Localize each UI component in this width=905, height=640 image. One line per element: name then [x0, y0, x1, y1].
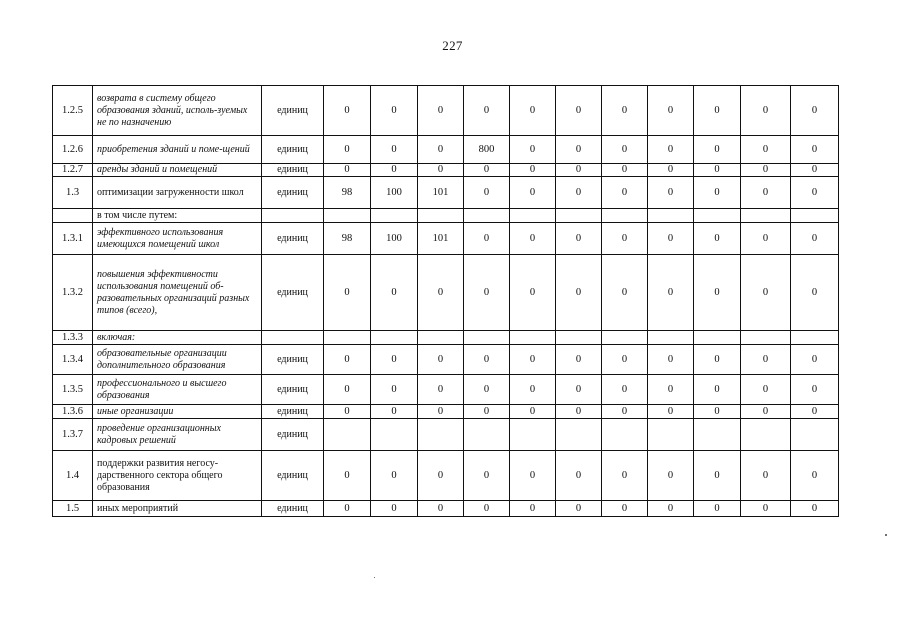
value-cell: 0: [694, 405, 741, 419]
table-body: [53, 86, 839, 517]
value-cell: 0: [510, 501, 556, 517]
value-cell: 0: [602, 345, 648, 375]
row-code: 1.5: [53, 501, 93, 517]
row-name: оптимизации загруженности школ: [93, 177, 262, 209]
value-cell: [741, 331, 791, 345]
value-cell: [556, 209, 602, 223]
row-code: 1.3.6: [53, 405, 93, 419]
value-cell: 0: [464, 451, 510, 501]
value-cell: 0: [741, 345, 791, 375]
value-cell: 0: [602, 375, 648, 405]
table-row: [53, 419, 839, 451]
value-cell: 0: [694, 255, 741, 331]
value-cell: [371, 209, 418, 223]
value-cell: 0: [371, 501, 418, 517]
table-row: [53, 501, 839, 517]
value-cell: 0: [741, 223, 791, 255]
value-cell: 0: [648, 501, 694, 517]
value-cell: 0: [694, 345, 741, 375]
table-row: [53, 86, 839, 136]
value-cell: 0: [324, 255, 371, 331]
value-cell: 0: [371, 451, 418, 501]
row-code: 1.3.2: [53, 255, 93, 331]
value-cell: [602, 331, 648, 345]
value-cell: 0: [371, 375, 418, 405]
value-cell: 101: [418, 177, 464, 209]
value-cell: 0: [694, 375, 741, 405]
value-cell: 0: [694, 177, 741, 209]
value-cell: 0: [510, 223, 556, 255]
row-code: 1.3.4: [53, 345, 93, 375]
value-cell: 0: [324, 451, 371, 501]
value-cell: 0: [648, 164, 694, 177]
value-cell: 0: [741, 255, 791, 331]
row-unit: единиц: [262, 223, 324, 255]
value-cell: [602, 419, 648, 451]
value-cell: 0: [464, 345, 510, 375]
value-cell: 0: [791, 501, 839, 517]
row-name: профессионального и высшего образования: [93, 375, 262, 405]
value-cell: 0: [510, 375, 556, 405]
table-row: [53, 405, 839, 419]
value-cell: [418, 209, 464, 223]
page-number: 227: [442, 38, 463, 53]
value-cell: 0: [741, 375, 791, 405]
value-cell: 0: [791, 405, 839, 419]
value-cell: 0: [510, 86, 556, 136]
value-cell: 0: [602, 451, 648, 501]
row-code: 1.4: [53, 451, 93, 501]
value-cell: 0: [648, 405, 694, 419]
value-cell: 0: [694, 164, 741, 177]
value-cell: [418, 419, 464, 451]
value-cell: 0: [418, 345, 464, 375]
value-cell: [694, 209, 741, 223]
value-cell: 0: [464, 501, 510, 517]
value-cell: 0: [418, 136, 464, 164]
value-cell: 0: [791, 164, 839, 177]
row-name: иных мероприятий: [93, 501, 262, 517]
row-name: проведение организационных кадровых решений: [93, 419, 262, 451]
row-name: эффективного использования имеющихся помещений школ: [93, 223, 262, 255]
value-cell: 0: [602, 255, 648, 331]
scan-speck: [374, 577, 375, 578]
value-cell: 0: [464, 255, 510, 331]
value-cell: 0: [694, 501, 741, 517]
table-row: [53, 255, 839, 331]
value-cell: 0: [418, 501, 464, 517]
value-cell: [418, 331, 464, 345]
value-cell: [556, 419, 602, 451]
value-cell: 0: [556, 164, 602, 177]
value-cell: 0: [741, 164, 791, 177]
row-name: аренды зданий и помещений: [93, 164, 262, 177]
value-cell: 0: [510, 345, 556, 375]
value-cell: 0: [464, 405, 510, 419]
table-row: [53, 375, 839, 405]
value-cell: 0: [324, 86, 371, 136]
table-row: [53, 345, 839, 375]
value-cell: 0: [556, 223, 602, 255]
table-row: [53, 136, 839, 164]
value-cell: 0: [791, 345, 839, 375]
value-cell: 0: [464, 86, 510, 136]
value-cell: [324, 331, 371, 345]
value-cell: 0: [556, 405, 602, 419]
row-unit: единиц: [262, 86, 324, 136]
value-cell: 0: [371, 405, 418, 419]
value-cell: [510, 331, 556, 345]
value-cell: 0: [791, 375, 839, 405]
value-cell: 0: [464, 177, 510, 209]
row-code: 1.3.7: [53, 419, 93, 451]
table-row: [53, 177, 839, 209]
value-cell: 0: [324, 345, 371, 375]
table-row: [53, 223, 839, 255]
value-cell: 0: [602, 405, 648, 419]
value-cell: 98: [324, 177, 371, 209]
value-cell: 100: [371, 177, 418, 209]
row-unit: единиц: [262, 164, 324, 177]
value-cell: [791, 331, 839, 345]
value-cell: 0: [510, 255, 556, 331]
value-cell: 0: [602, 177, 648, 209]
row-unit: единиц: [262, 345, 324, 375]
value-cell: 98: [324, 223, 371, 255]
value-cell: 0: [324, 164, 371, 177]
value-cell: 0: [602, 86, 648, 136]
value-cell: 0: [648, 255, 694, 331]
value-cell: 0: [510, 451, 556, 501]
value-cell: 0: [324, 405, 371, 419]
value-cell: [464, 419, 510, 451]
value-cell: 0: [791, 136, 839, 164]
value-cell: 0: [741, 451, 791, 501]
value-cell: 0: [648, 136, 694, 164]
row-unit: [262, 209, 324, 223]
value-cell: 0: [418, 255, 464, 331]
value-cell: 0: [694, 86, 741, 136]
value-cell: 100: [371, 223, 418, 255]
row-name: в том числе путем:: [93, 209, 262, 223]
value-cell: 0: [371, 136, 418, 164]
value-cell: 0: [418, 86, 464, 136]
scan-speck: [885, 534, 887, 536]
value-cell: [791, 419, 839, 451]
row-unit: единиц: [262, 405, 324, 419]
table-row: [53, 451, 839, 501]
value-cell: 0: [510, 164, 556, 177]
row-name: включая:: [93, 331, 262, 345]
value-cell: 0: [602, 501, 648, 517]
row-name: образовательные организации дополнительного образования: [93, 345, 262, 375]
value-cell: 0: [324, 501, 371, 517]
value-cell: [371, 331, 418, 345]
value-cell: 0: [694, 136, 741, 164]
value-cell: [324, 419, 371, 451]
value-cell: [510, 419, 556, 451]
value-cell: [464, 331, 510, 345]
value-cell: 0: [741, 177, 791, 209]
row-unit: единиц: [262, 451, 324, 501]
value-cell: 0: [741, 501, 791, 517]
value-cell: [741, 209, 791, 223]
row-unit: единиц: [262, 255, 324, 331]
value-cell: 0: [324, 375, 371, 405]
value-cell: 0: [602, 164, 648, 177]
value-cell: [648, 331, 694, 345]
value-cell: [791, 209, 839, 223]
row-unit: [262, 331, 324, 345]
value-cell: 0: [791, 177, 839, 209]
value-cell: 0: [602, 136, 648, 164]
value-cell: [371, 419, 418, 451]
row-code: 1.2.5: [53, 86, 93, 136]
value-cell: 0: [602, 223, 648, 255]
value-cell: 0: [418, 405, 464, 419]
value-cell: [648, 209, 694, 223]
value-cell: 0: [510, 405, 556, 419]
row-unit: единиц: [262, 419, 324, 451]
value-cell: 0: [648, 375, 694, 405]
value-cell: [602, 209, 648, 223]
value-cell: 0: [371, 345, 418, 375]
row-name: поддержки развития негосу-дарственного сектора общего образования: [93, 451, 262, 501]
value-cell: [510, 209, 556, 223]
table-row: [53, 331, 839, 345]
value-cell: [694, 331, 741, 345]
value-cell: 0: [371, 164, 418, 177]
value-cell: 0: [556, 177, 602, 209]
value-cell: 101: [418, 223, 464, 255]
value-cell: 0: [418, 375, 464, 405]
value-cell: [694, 419, 741, 451]
value-cell: 800: [464, 136, 510, 164]
row-code: 1.2.6: [53, 136, 93, 164]
table-row: [53, 164, 839, 177]
value-cell: 0: [556, 255, 602, 331]
value-cell: 0: [648, 345, 694, 375]
value-cell: 0: [556, 345, 602, 375]
row-unit: единиц: [262, 375, 324, 405]
value-cell: 0: [371, 86, 418, 136]
value-cell: 0: [694, 451, 741, 501]
value-cell: 0: [464, 223, 510, 255]
row-unit: единиц: [262, 136, 324, 164]
value-cell: 0: [556, 375, 602, 405]
indicator-table: [52, 85, 839, 517]
value-cell: 0: [648, 86, 694, 136]
value-cell: 0: [464, 164, 510, 177]
value-cell: 0: [464, 375, 510, 405]
value-cell: [741, 419, 791, 451]
value-cell: 0: [556, 451, 602, 501]
value-cell: 0: [791, 451, 839, 501]
value-cell: 0: [556, 86, 602, 136]
row-code: 1.2.7: [53, 164, 93, 177]
value-cell: 0: [741, 86, 791, 136]
row-code: 1.3.1: [53, 223, 93, 255]
value-cell: 0: [510, 136, 556, 164]
value-cell: 0: [418, 164, 464, 177]
row-name: приобретения зданий и поме-щений: [93, 136, 262, 164]
value-cell: [324, 209, 371, 223]
value-cell: 0: [791, 223, 839, 255]
value-cell: 0: [791, 86, 839, 136]
table-row: [53, 209, 839, 223]
value-cell: 0: [648, 177, 694, 209]
row-unit: единиц: [262, 177, 324, 209]
row-code: 1.3.5: [53, 375, 93, 405]
value-cell: 0: [694, 223, 741, 255]
value-cell: 0: [371, 255, 418, 331]
value-cell: 0: [741, 136, 791, 164]
row-code: 1.3.3: [53, 331, 93, 345]
value-cell: [464, 209, 510, 223]
value-cell: 0: [741, 405, 791, 419]
value-cell: 0: [648, 223, 694, 255]
row-name: иные организации: [93, 405, 262, 419]
row-name: возврата в систему общего образования зданий, исполь-зуемых не по назначению: [93, 86, 262, 136]
row-code: 1.3: [53, 177, 93, 209]
value-cell: 0: [324, 136, 371, 164]
value-cell: 0: [648, 451, 694, 501]
row-code: [53, 209, 93, 223]
value-cell: [648, 419, 694, 451]
value-cell: 0: [556, 136, 602, 164]
value-cell: 0: [418, 451, 464, 501]
row-name: повышения эффективности использования помещений об-разовательных организаций разных типов (всего),: [93, 255, 262, 331]
value-cell: 0: [791, 255, 839, 331]
value-cell: 0: [556, 501, 602, 517]
value-cell: 0: [510, 177, 556, 209]
value-cell: [556, 331, 602, 345]
row-unit: единиц: [262, 501, 324, 517]
